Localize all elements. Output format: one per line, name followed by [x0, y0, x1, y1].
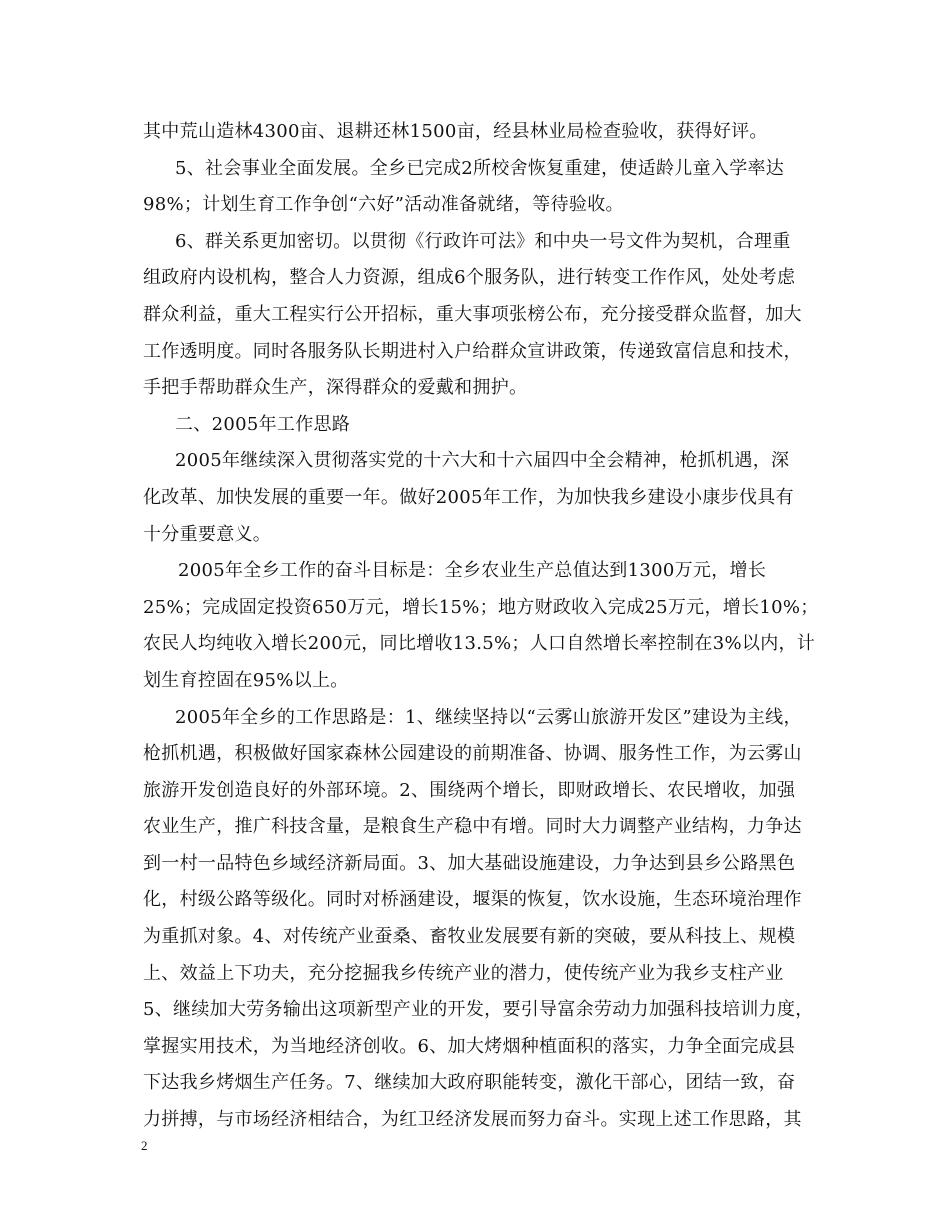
text-line: 5、社会事业全面发展。全乡已完成2所校舍恢复重建，使适龄儿童入学率达 — [175, 157, 785, 179]
text-line: 十分重要意义。 — [143, 523, 272, 545]
document-body — [143, 114, 819, 1139]
text-line: 2005年全乡的工作思路是：1、继续坚持以“云雾山旅游开发区”建设为主线， — [175, 706, 802, 728]
text-line: 组政府内设机构，整合人力资源，组成6个服务队，进行转变工作作风，处处考虑 — [143, 267, 796, 289]
text-line: 25%；完成固定投资650万元，增长15%；地方财政收入完成25万元，增长10%； — [143, 596, 819, 618]
text-line: 群众利益，重大工程实行公开招标，重大事项张榜公布，充分接受群众监督，加大 — [143, 303, 802, 325]
text-line: 化改革、加快发展的重要一年。做好2005年工作，为加快我乡建设小康步伐具有 — [143, 486, 794, 508]
text-line: 2005年继续深入贯彻落实党的十六大和十六届四中全会精神，枪抓机遇，深 — [175, 450, 790, 472]
text-line: 掌握实用技术，为当地经济创收。6、加大烤烟种植面积的落实，力争全面完成县 — [143, 1035, 796, 1057]
text-line: 工作透明度。同时各服务队长期进村入户给群众宣讲政策，传递致富信息和技术， — [143, 340, 802, 362]
text-line: 其中荒山造林4300亩、退耕还林1500亩，经县林业局检查验收，获得好评。 — [143, 121, 768, 142]
text-line: 为重抓对象。4、对传统产业蚕桑、畜牧业发展要有新的突破，要从科技上、规模 — [143, 926, 796, 948]
text-line: 化，村级公路等级化。同时对桥涵建设，堰渠的恢复，饮水设施，生态环境治理作 — [143, 889, 802, 911]
text-line: 划生育控固在95%以上。 — [143, 669, 349, 691]
text-line: 98%；计划生育工作争创“六好”活动准备就绪，等待验收。 — [143, 194, 624, 216]
text-line: 手把手帮助群众生产，深得群众的爱戴和拥护。 — [143, 377, 528, 399]
text-line: 6、群关系更加密切。以贯彻《行政许可法》和中央一号文件为契机，合理重 — [175, 230, 791, 252]
text-line: 5、继续加大劳务输出这项新型产业的开发，要引导富余劳动力加强科技培训力度， — [143, 999, 814, 1021]
text-line: 枪抓机遇，积极做好国家森林公园建设的前期准备、协调、服务性工作，为云雾山 — [143, 743, 802, 765]
text-line: 农民人均纯收入增长200元，同比增收13.5%；人口自然增长率控制在3%以内，计 — [143, 633, 816, 655]
text-line: 旅游开发创造良好的外部环境。2、围绕两个增长，即财政增长、农民增收，加强 — [143, 779, 796, 801]
text-line: 上、效益上下功夫，充分挖掘我乡传统产业的潜力，使传统产业为我乡支柱产业 — [143, 962, 784, 984]
section-heading: 二、2005年工作思路 — [175, 413, 351, 435]
text-line: 农业生产，推广科技含量，是粮食生产稳中有增。同时大力调整产业结构，力争达 — [143, 816, 802, 838]
text-line: 下达我乡烤烟生产任务。7、继续加大政府职能转变，激化干部心，团结一致，奋 — [143, 1072, 796, 1094]
text-line: 到一村一品特色乡域经济新局面。3、加大基础设施建设，力争达到县乡公路黑色 — [143, 852, 796, 874]
page-number: 2 — [141, 1138, 148, 1153]
text-line: 2005年全乡工作的奋斗目标是：全乡农业生产总值达到1300万元，增长 — [178, 560, 767, 582]
text-line: 力拼搏，与市场经济相结合，为红卫经济发展而努力奋斗。实现上述工作思路，其 — [143, 1109, 802, 1131]
